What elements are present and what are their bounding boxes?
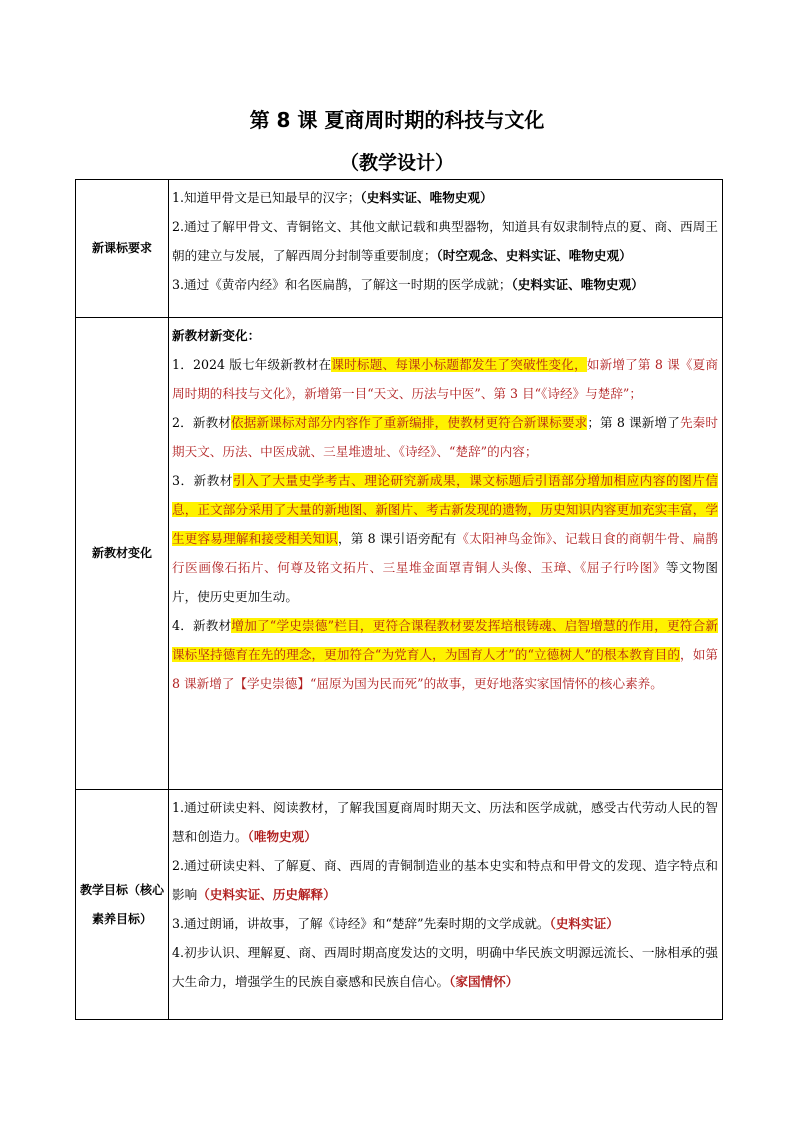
section-heading: 新教材新变化：: [172, 328, 261, 343]
textbook-changes: [169, 318, 723, 790]
list-item: 3.通过《黄帝内经》和名医扁鹊，了解这一时期的医学成就；（史料实证、唯物史观）: [172, 277, 644, 292]
list-item: 1．2024 版七年级新教材在课时标题、每课小标题都发生了突破性变化，如新增了第 8 课《夏商周时期的科技与文化》，新增第一目“天文、历法与中医”、第 3 目“《诗经》与楚辞”；: [172, 357, 718, 401]
page-title: 第 8 课 夏商周时期的科技与文化: [249, 108, 545, 132]
table-row: [76, 318, 723, 790]
table-row: [76, 180, 723, 318]
page-subtitle: （教学设计）: [339, 152, 454, 174]
curriculum-requirements: [169, 180, 723, 318]
lesson-design-table: [75, 179, 723, 1020]
list-item: 1.知道甲骨文是已知最早的汉字；（史料实证、唯物史观）: [172, 190, 493, 205]
list-item: 3．新教材引入了大量史学考古、理论研究新成果，课文标题后引语部分增加相应内容的图片信息，正文部分采用了大量的新地图、新图片、考古新发现的遗物，历史知识内容更加充实丰富，学生更容易理解和接受相关知识，第 8 课引语旁配有《太阳神鸟金饰》、记载日食的商朝牛骨、扁鹊行医画像石拓片、何尊及铭文拓片、三星堆金面罩青铜人头像、玉璋、《屈子行吟图》等文物图片，使历史更加生动。: [172, 473, 719, 604]
row-label-objectives: 教学目标（核心素养目标）: [76, 790, 169, 1020]
list-item: 4．新教材增加了“学史崇德”栏目，更符合课程教材要发挥培根铸魂、启智增慧的作用，更符合新课标坚持德育在先的理念，更加符合“为党育人，为国育人才”的“立德树人”的根本教育目的，如第 8 课新增了【学史崇德】“屈原为国为民而死”的故事，更好地落实家国情怀的核心素养。: [172, 618, 718, 691]
list-item: 2.通过了解甲骨文、青铜铭文、其他文献记载和典型器物，知道具有奴隶制特点的夏、商、西周王朝的建立与发展，了解西周分封制等重要制度；（时空观念、史料实证、唯物史观）: [172, 219, 718, 263]
teaching-objectives: [169, 790, 723, 1020]
row-label-curriculum: 新课标要求: [76, 180, 169, 318]
table-row: [76, 790, 723, 1020]
list-item: 1.通过研读史料、阅读教材，了解我国夏商周时期天文、历法和医学成就，感受古代劳动人民的智慧和创造力。（唯物史观）: [172, 800, 718, 844]
row-label-textbook: 新教材变化: [76, 318, 169, 790]
list-item: 2．新教材依据新课标对部分内容作了重新编排，使教材更符合新课标要求；第 8 课新增了先秦时期天文、历法、中医成就、三星堆遗址、《诗经》、“楚辞”的内容；: [172, 415, 718, 459]
list-item: 2.通过研读史料、了解夏、商、西周的青铜制造业的基本史实和特点和甲骨文的发现、造字特点和影响（史料实证、历史解释）: [172, 858, 718, 902]
list-item: 4.初步认识、理解夏、商、西周时期高度发达的文明，明确中华民族文明源远流长、一脉相承的强大生命力，增强学生的民族自豪感和民族自信心。（家国情怀）: [172, 945, 718, 989]
list-item: 3.通过朗诵，讲故事，了解《诗经》和“楚辞”先秦时期的文学成就。（史料实证）: [172, 916, 619, 931]
